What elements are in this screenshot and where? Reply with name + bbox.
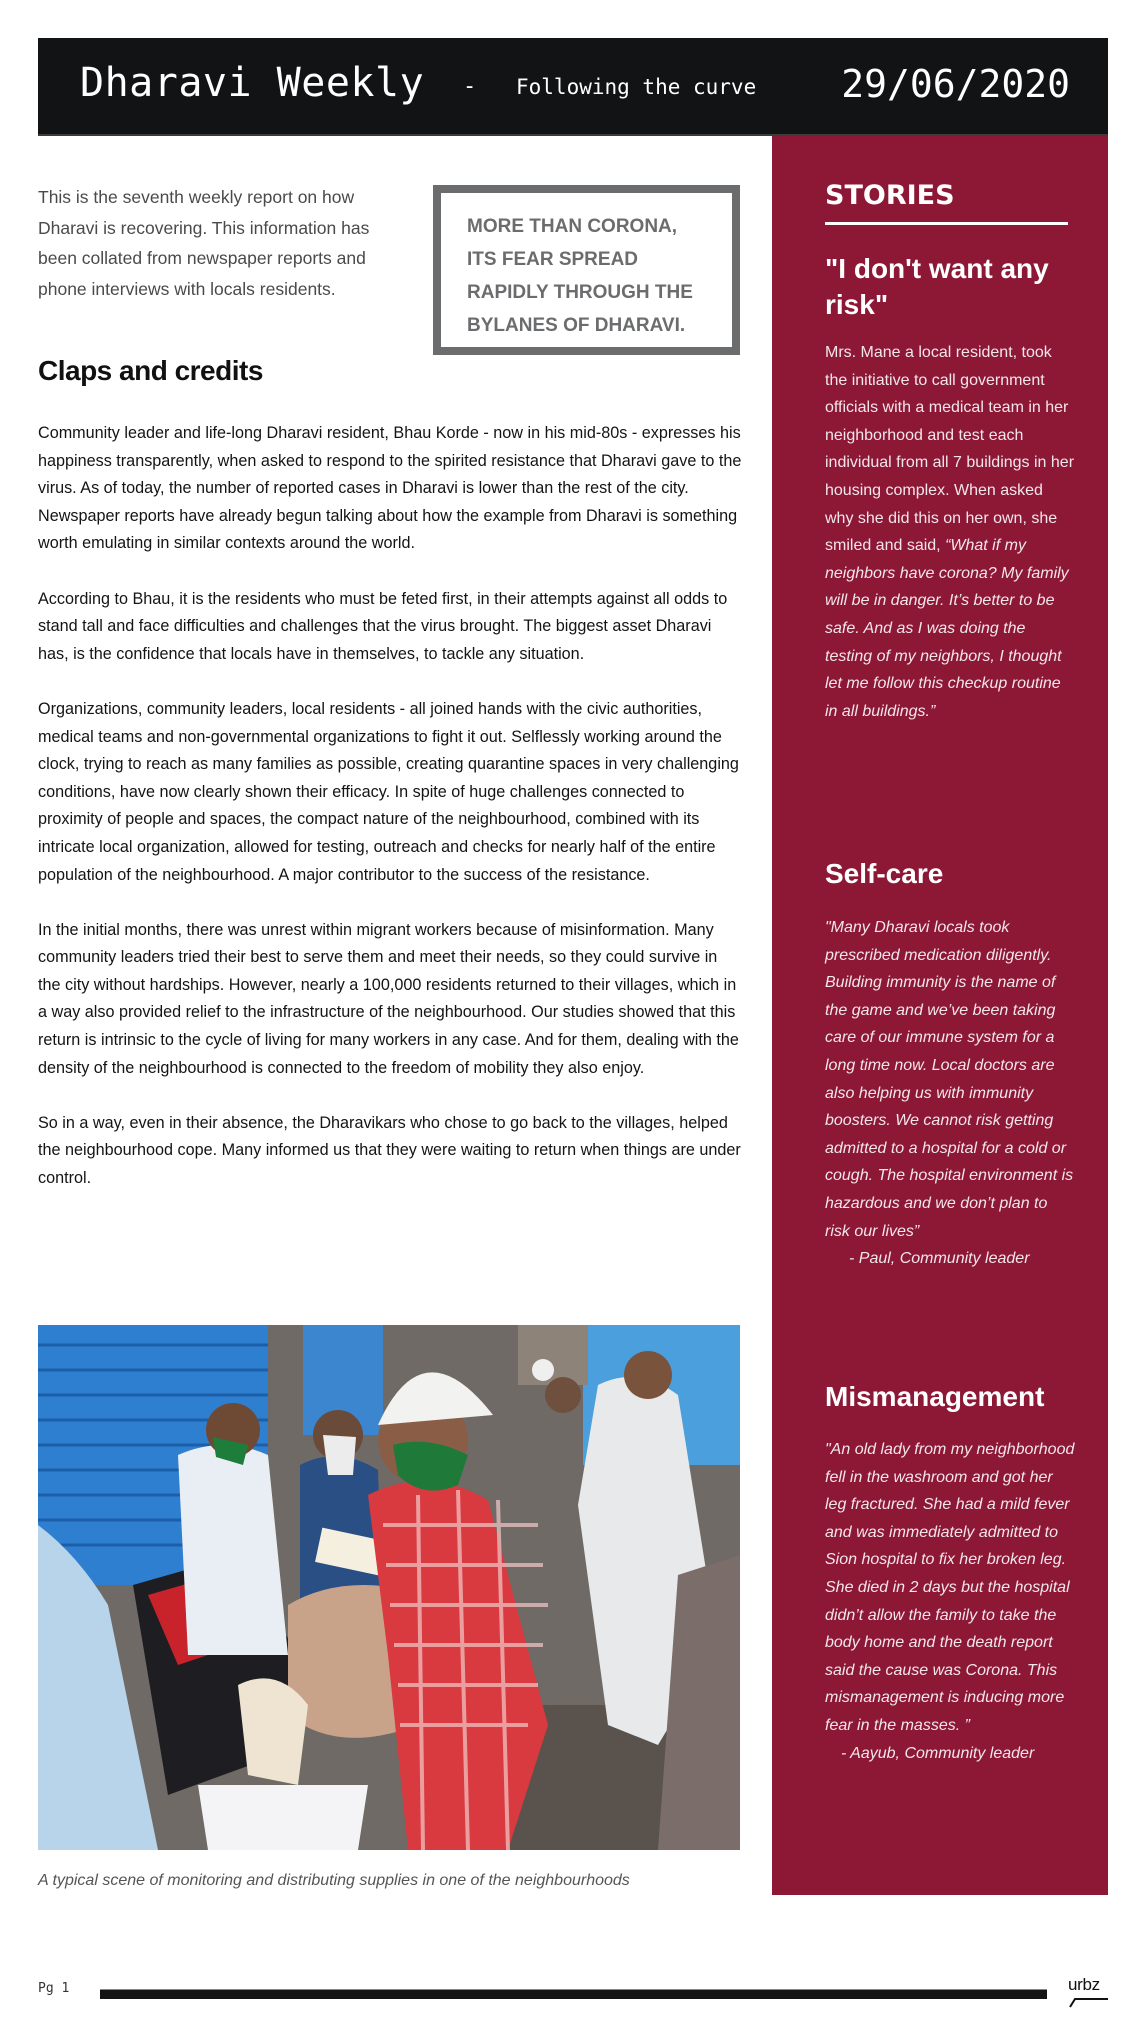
photo-illustration bbox=[38, 1325, 740, 1850]
article-paragraph: In the initial months, there was unrest within migrant workers because of misinformation. Many community leaders tried their best to serve them and meet their needs, so they could survive in the city without hardships. However, nearly a 100,000 residents returned to their villages, which in a way also provided relief to the infrastructure of the neighbourhood. Our studies showed that this return is intrinsic to the cycle of living for many workers in any case. And for them, dealing with the density of the neighbourhood is connected to the freedom of mobility they also enjoy. bbox=[38, 920, 739, 1077]
story-title: "I don't want any risk" bbox=[825, 253, 1049, 320]
sidebar-heading: STORIES bbox=[825, 180, 955, 211]
article-body bbox=[38, 420, 743, 1220]
publication-subtitle: Following the curve bbox=[516, 75, 757, 99]
article-paragraph: So in a way, even in their absence, the Dharavikars who chose to go back to the villages, helped the neighbourhood cope. Many informed us that they were waiting to return when things are under control. bbox=[38, 1113, 741, 1188]
story-attribution: - Aayub, Community leader bbox=[841, 1744, 1035, 1762]
story-quote: "An old lady from my neighborhood fell in the washroom and got her leg fractured. She had a mild fever and was immediately admitted to Sion hospital to fix her broken leg. She died in 2 days but the hospital didn’t allow the family to take the body home and the death report said the cause was Corona. This mismanagement is inducing more fear in the masses. ” bbox=[825, 1441, 1075, 1734]
intro-paragraph: This is the seventh weekly report on how Dharavi is recovering. This information has been collated from newspaper reports and phone interviews with locals residents. bbox=[38, 187, 370, 299]
publication-title: Dharavi Weekly bbox=[80, 60, 425, 106]
story-quote: “What if my neighbors have corona? My family will be in danger. It’s better to be safe. And as I was doing the testing of my neighbors, I thought let me follow this checkup routine in all buildings.” bbox=[825, 537, 1069, 720]
sidebar-divider bbox=[825, 222, 1068, 225]
pullquote-box bbox=[433, 185, 740, 355]
footer-rule bbox=[100, 1989, 1047, 1999]
story-body bbox=[825, 1436, 1075, 1767]
article-paragraph: According to Bhau, it is the residents who must be feted first, in their attempts against all odds to stand tall and face difficulties and challenges that the virus brought. The biggest asset Dharavi has, is the confidence that locals have in themselves, to tackle any situation. bbox=[38, 589, 728, 663]
title-separator: - bbox=[463, 74, 477, 99]
story-quote: "Many Dharavi locals took prescribed medication diligently. Building immunity is the name of the game and we’ve been taking care of our immune system for a long time now. Local doctors are also helping us with immunity boosters. We cannot risk getting admitted to a hospital for a cold or cough. The hospital environment is hazardous and we don’t plan to risk our lives” bbox=[825, 919, 1074, 1240]
story-title: Self-care bbox=[825, 858, 944, 889]
article-paragraph: Organizations, community leaders, local residents - all joined hands with the civic authorities, medical teams and non-governmental organizations to fight it out. Selflessly working around the clock, trying to reach as many families as possible, creating quarantine spaces in very challenging conditions, have now clearly shown their efficacy. In spite of huge challenges connected to proximity of people and spaces, the compact nature of the neighbourhood, combined with its intricate local organization, allowed for testing, outreach and checks for nearly half of the entire population of the neighbourhood. A major contributor to the success of the resistance. bbox=[38, 699, 739, 884]
photo-caption: A typical scene of monitoring and distributing supplies in one of the neighbourhoods bbox=[38, 1872, 630, 1889]
urbz-logo bbox=[1068, 1975, 1108, 2009]
article-title: Claps and credits bbox=[38, 355, 263, 386]
page-number: Pg 1 bbox=[38, 1981, 70, 1996]
stories-sidebar bbox=[772, 136, 1108, 1895]
story-body bbox=[825, 914, 1075, 1273]
story-title: Mismanagement bbox=[825, 1381, 1045, 1412]
logo-speech-tail-icon bbox=[1068, 1975, 1108, 2009]
story-lead: Mrs. Mane a local resident, took the initiative to call government officials with a medical team in her neighborhood and test each individual from all 7 buildings in her housing complex. When asked why she did this on her own, she smiled and said, bbox=[825, 344, 1075, 555]
photo-distribution-scene bbox=[38, 1325, 740, 1850]
story-body bbox=[825, 339, 1075, 725]
masthead bbox=[38, 38, 1108, 136]
story-attribution: - Paul, Community leader bbox=[849, 1250, 1030, 1268]
logo-wordmark: urbz bbox=[1068, 1975, 1100, 1994]
pullquote-text: MORE THAN CORONA, ITS FEAR SPREAD RAPIDLY THROUGH THE BYLANES OF DHARAVI. bbox=[467, 216, 693, 336]
article-paragraph: Community leader and life-long Dharavi resident, Bhau Korde - now in his mid-80s - expresses his happiness transparently, when asked to respond to the spirited resistance that Dharavi gave to the virus. As of today, the number of reported cases in Dharavi is lower than the rest of the city. Newspaper reports have already begun talking about how the example from Dharavi is something worth emulating in similar contexts around the world. bbox=[38, 424, 742, 553]
issue-date: 29/06/2020 bbox=[841, 62, 1070, 106]
